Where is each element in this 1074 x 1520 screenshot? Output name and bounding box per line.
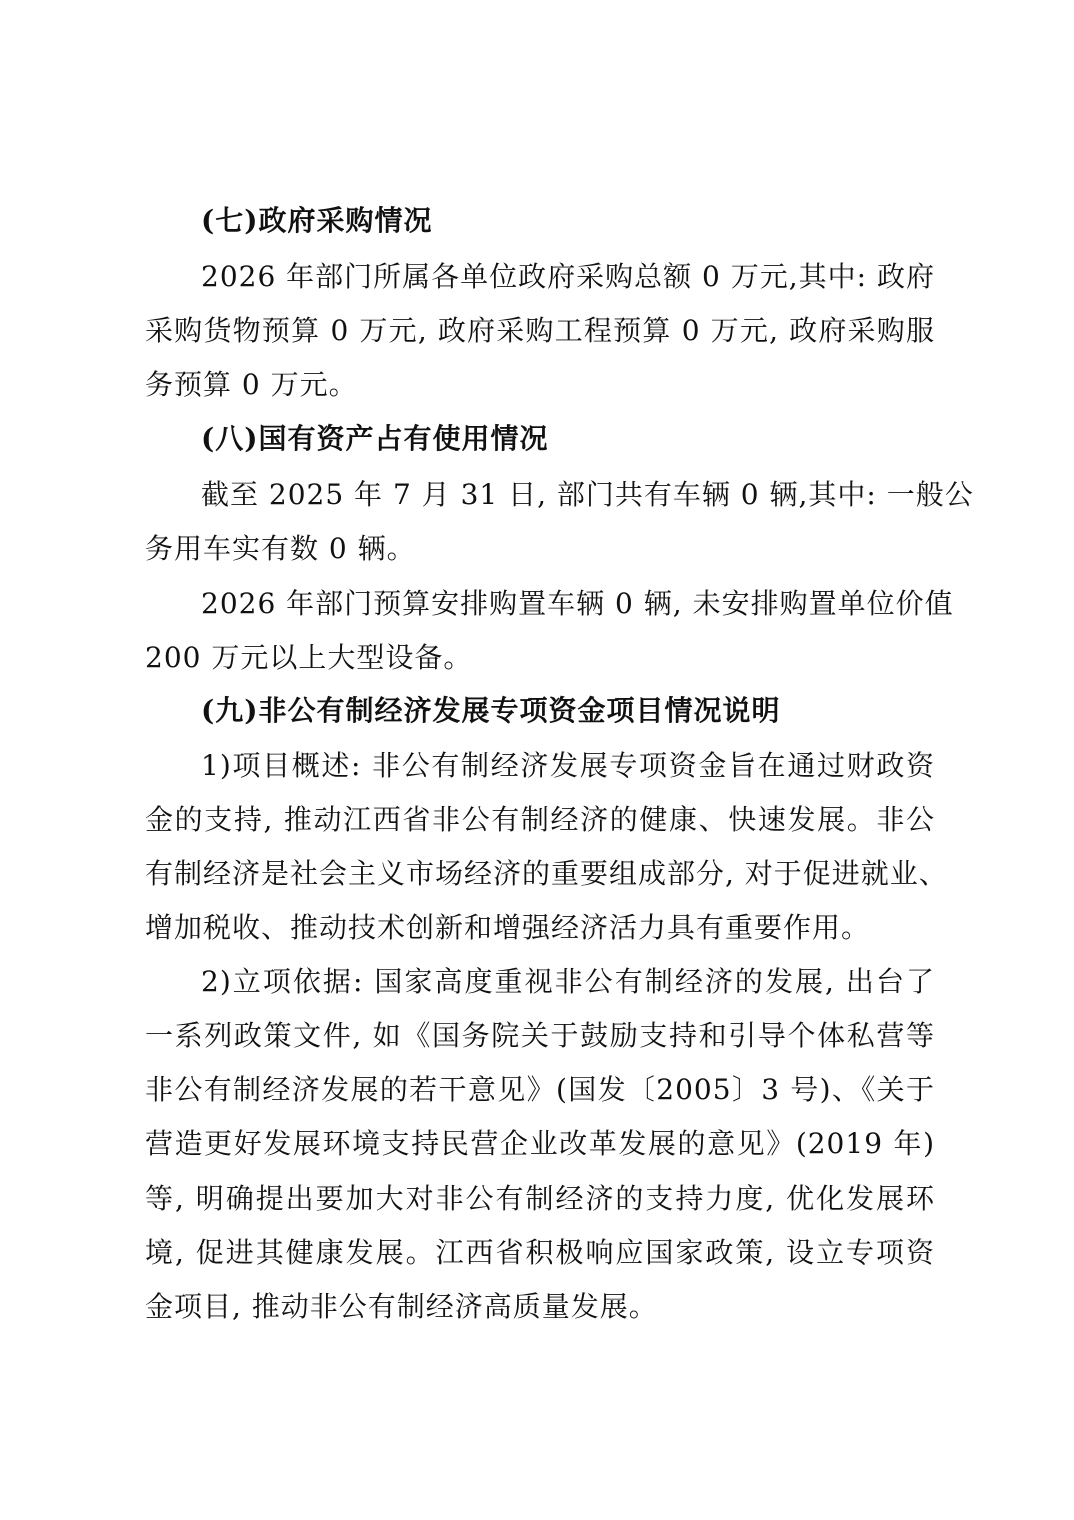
paragraph-line: 务用车实有数 0 辆。 bbox=[145, 532, 416, 565]
paragraph-line: 有制经济是社会主义市场经济的重要组成部分, 对于促进就业、 bbox=[145, 857, 948, 890]
paragraph-line: 等, 明确提出要加大对非公有制经济的支持力度, 优化发展环 bbox=[145, 1182, 935, 1215]
paragraph-line: 1)项目概述: 非公有制经济发展专项资金旨在通过财政资 bbox=[201, 749, 935, 782]
paragraph-line: 2026 年部门预算安排购置车辆 0 辆, 未安排购置单位价值 bbox=[201, 587, 954, 620]
section-heading-8: (八)国有资产占有使用情况 bbox=[201, 422, 549, 455]
paragraph-line: 200 万元以上大型设备。 bbox=[145, 641, 473, 674]
paragraph-line: 增加税收、推动技术创新和增强经济活力具有重要作用。 bbox=[145, 911, 871, 944]
paragraph-line: 一系列政策文件, 如《国务院关于鼓励支持和引导个体私营等 bbox=[145, 1019, 935, 1052]
paragraph-line: 金项目, 推动非公有制经济高质量发展。 bbox=[145, 1290, 658, 1323]
paragraph-line: 务预算 0 万元。 bbox=[145, 368, 358, 401]
section-heading-7: (七)政府采购情况 bbox=[201, 204, 433, 237]
paragraph-line: 境, 促进其健康发展。江西省积极响应国家政策, 设立专项资 bbox=[145, 1236, 935, 1269]
paragraph-line: 采购货物预算 0 万元, 政府采购工程预算 0 万元, 政府采购服 bbox=[145, 314, 935, 347]
paragraph-line: 非公有制经济发展的若干意见》(国发〔2005〕3 号)、《关于 bbox=[145, 1073, 935, 1106]
paragraph-line: 2)立项依据: 国家高度重视非公有制经济的发展, 出台了 bbox=[201, 965, 935, 998]
section-heading-9: (九)非公有制经济发展专项资金项目情况说明 bbox=[201, 694, 781, 727]
paragraph-line: 2026 年部门所属各单位政府采购总额 0 万元,其中: 政府 bbox=[201, 260, 936, 293]
paragraph-line: 截至 2025 年 7 月 31 日, 部门共有车辆 0 辆,其中: 一般公 bbox=[201, 478, 974, 511]
paragraph-line: 营造更好发展环境支持民营企业改革发展的意见》(2019 年) bbox=[145, 1127, 935, 1160]
paragraph-line: 金的支持, 推动江西省非公有制经济的健康、快速发展。非公 bbox=[145, 803, 935, 836]
